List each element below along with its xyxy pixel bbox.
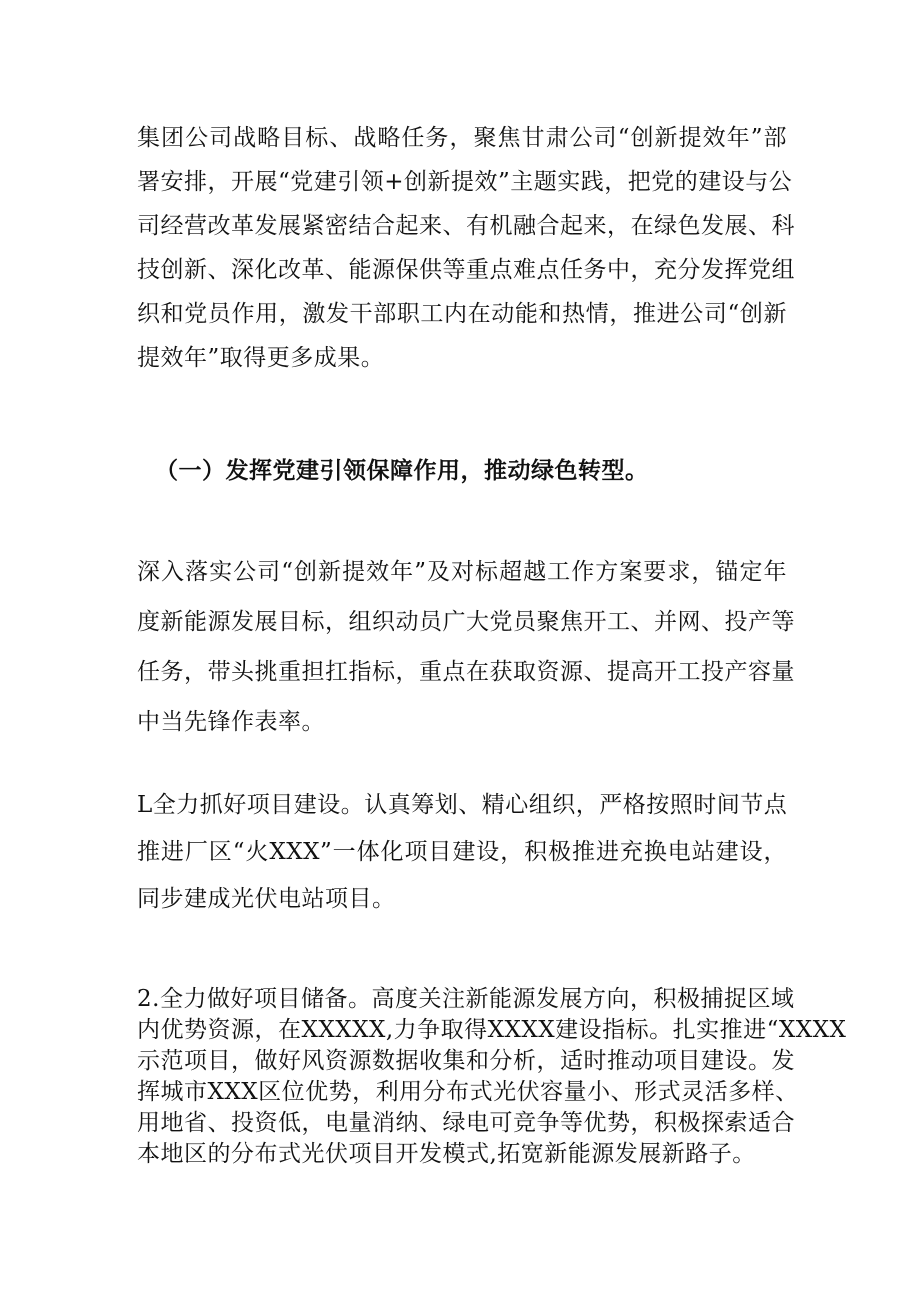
paragraph-line: 本地区的分布式光伏项目开发模式,拓宽新能源发展新路子。	[137, 1141, 756, 1167]
paragraph-line: 示范项目，做好风资源数据收集和分析，适时推动项目建设。发	[137, 1048, 795, 1074]
paragraph-line: 用地省、投资低，电量消纳、绿电可竞争等优势，积极探索适合	[137, 1110, 795, 1136]
paragraph-line: 2.全力做好项目储备。高度关注新能源发展方向，积极捕捉区域	[137, 986, 795, 1012]
paragraph-line: 集团公司战略目标、战略任务，聚焦甘肃公司“创新提效年”部	[137, 125, 787, 151]
paragraph-line: L全力抓好项目建设。认真筹划、精心组织，严格按照时间节点	[137, 792, 788, 818]
body-paragraph-green-transition	[137, 547, 795, 747]
paragraph-line: 司经营改革发展紧密结合起来、有机融合起来，在绿色发展、科	[137, 213, 795, 239]
paragraph-line: 署安排，开展“党建引领+创新提效”主题实践，把党的建设与公	[137, 169, 793, 195]
paragraph-line: 挥城市XXX区位优势，利用分布式光伏容量小、形式灵活多样、	[137, 1079, 799, 1105]
paragraph-line: 度新能源发展目标，组织动员广大党员聚焦开工、并网、投产等	[137, 609, 795, 635]
paragraph-line: 同步建成光伏电站项目。	[137, 886, 396, 912]
paragraph-line: 织和党员作用，激发干部职工内在动能和热情，推进公司“创新	[137, 301, 787, 327]
body-paragraph-project-construction	[137, 782, 787, 923]
paragraph-line: 提效年”取得更多成果。	[137, 345, 385, 371]
section-heading: （一）发挥党建引领保障作用，推动绿色转型。	[155, 457, 649, 484]
paragraph-line: 推进厂区“火XXX”一体化项目建设，积极推进充换电站建设，	[137, 839, 787, 865]
paragraph-line: 深入落实公司“创新提效年”及对标超越工作方案要求，锚定年	[137, 559, 787, 585]
body-paragraph-intro	[137, 116, 795, 380]
body-paragraph-project-reserve	[137, 984, 847, 1170]
paragraph-line: 内优势资源，在XXXXX,力争取得XXXX建设指标。扎实推进“XXXX	[137, 1017, 847, 1043]
paragraph-line: 中当先锋作表率。	[137, 709, 325, 735]
paragraph-line: 任务，带头挑重担扛指标，重点在获取资源、提高开工投产容量	[137, 659, 795, 685]
paragraph-line: 技创新、深化改革、能源保供等重点难点任务中，充分发挥党组	[137, 257, 795, 283]
